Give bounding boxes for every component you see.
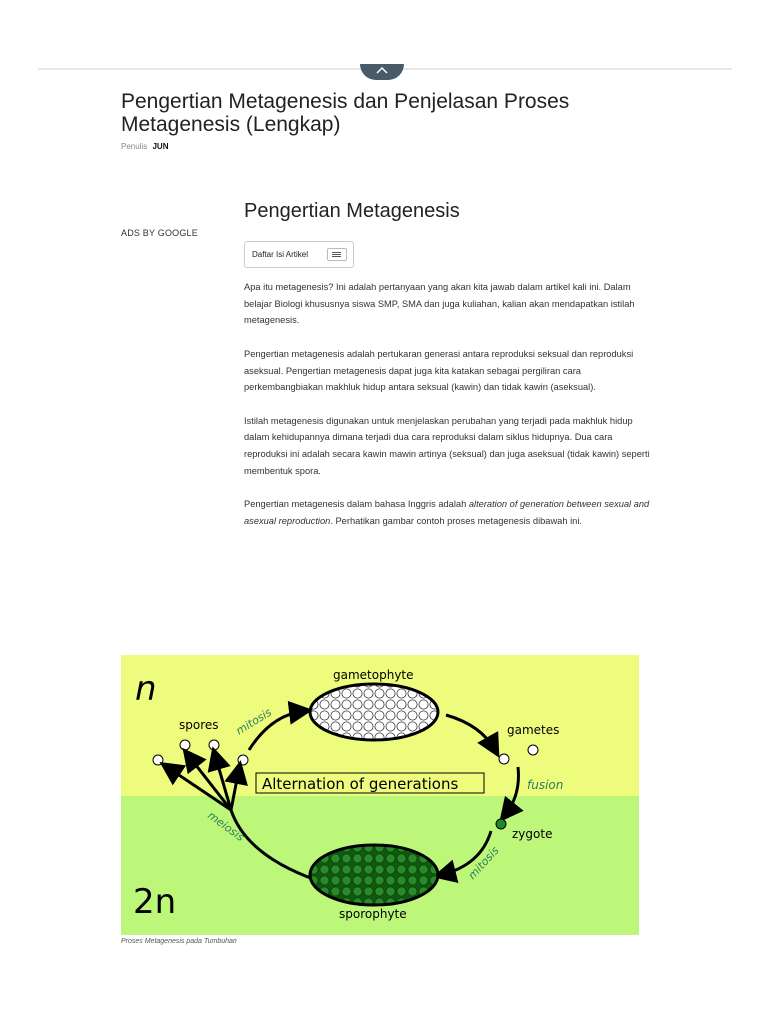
sporophyte-cells — [310, 845, 438, 905]
spore — [209, 740, 219, 750]
mitosis-label-bottom: mitosis — [465, 844, 502, 883]
mitosis-label-top: mitosis — [233, 705, 274, 738]
paragraph-text: Pengertian metagenesis dalam bahasa Inggris adalah — [244, 499, 469, 510]
gamete — [528, 745, 538, 755]
spore — [153, 755, 163, 765]
meiosis-label: meiosis — [205, 808, 247, 844]
list-icon[interactable] — [327, 248, 347, 261]
paragraph-italic: alteration of generation between sexual and asexual reproduction — [244, 499, 650, 526]
post-title: Pengertian Metagenesis dan Penjelasan Proses Metagenesis (Lengkap) — [121, 90, 570, 136]
article-paragraph: Istilah metagenesis digunakan untuk menjelaskan perubahan yang terjadi pada makhluk hidup dalam kehidupannya dimana terjadi dua cara reproduksi dalam siklus hidupnya. Dua cara reproduksi ini adalah secara kawin mawin artinya (seksual) dan juga aseksual (tidak kawin) seperti membentuk spora. — [244, 415, 650, 476]
diploid-label: 2n — [133, 882, 177, 922]
gametophyte-cells — [310, 684, 438, 740]
gamete — [499, 754, 509, 764]
article-heading: Pengertian Metagenesis — [244, 200, 460, 222]
author-label: Penulis — [121, 142, 148, 151]
gametes-label: gametes — [507, 723, 560, 737]
fusion-label: fusion — [527, 778, 564, 792]
article-body — [244, 279, 654, 546]
post-author — [121, 142, 169, 151]
zygote-label: zygote — [512, 827, 553, 841]
haploid-label: n — [135, 669, 157, 709]
alternation-label: Alternation of generations — [262, 775, 459, 793]
metagenesis-diagram — [121, 655, 639, 935]
spores-label: spores — [179, 718, 219, 732]
spore — [238, 755, 248, 765]
figure-caption: Proses Metagenesis pada Tumbuhan — [121, 938, 237, 945]
chevron-up-icon — [375, 66, 389, 76]
sporophyte-label: sporophyte — [339, 907, 407, 921]
table-of-contents[interactable] — [244, 241, 354, 268]
toc-label: Daftar Isi Artikel — [252, 250, 309, 259]
ads-label: ADS BY GOOGLE — [121, 228, 198, 238]
paragraph-text: . Perhatikan gambar contoh proses metagenesis dibawah ini. — [330, 515, 582, 526]
gametophyte-label: gametophyte — [333, 668, 414, 682]
scroll-top-button[interactable] — [360, 64, 404, 80]
article-paragraph: Apa itu metagenesis? Ini adalah pertanyaan yang akan kita jawab dalam artikel kali ini. Dalam belajar Biologi khususnya siswa SMP, SMA dan juga kuliahan, kalian akan mendapatkan istilah metagenesis. — [244, 282, 635, 326]
author-name[interactable]: JUN — [152, 142, 169, 151]
article-paragraph: Pengertian metagenesis adalah pertukaran generasi antara reproduksi seksual dan reproduksi aseksual. Pengertian metagenesis dapat juga kita katakan sebagai pergiliran cara perkembangbiakan makhluk hidup antara seksual (kawin) dan tidak kawin (aseksual). — [244, 348, 634, 393]
spore — [180, 740, 190, 750]
zygote — [496, 819, 506, 829]
article-paragraph — [244, 496, 654, 529]
